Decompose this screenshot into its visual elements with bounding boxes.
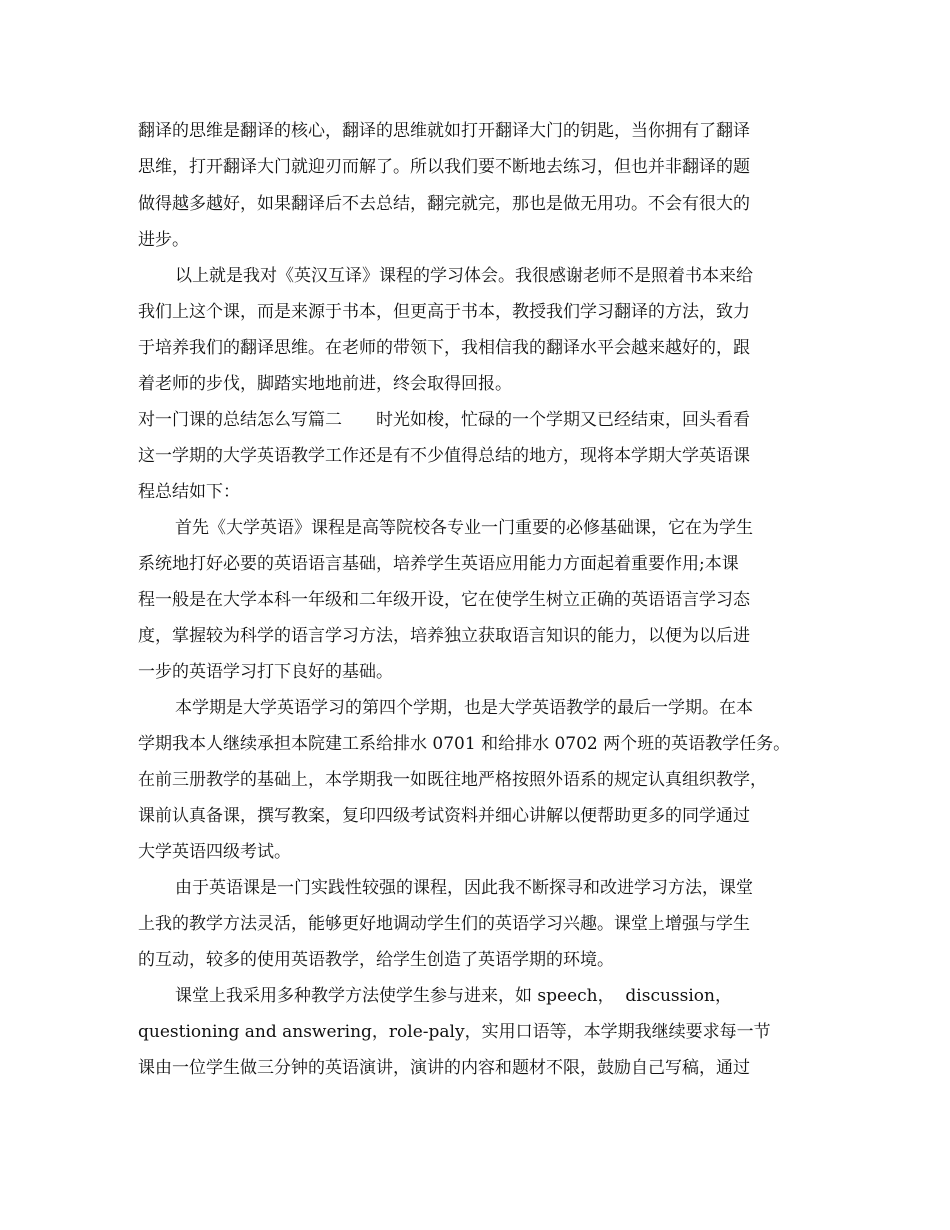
paragraph-first-line: 以上就是我对《英汉互译》课程的学习体会。我很感谢老师不是照着书本来给 <box>175 266 753 286</box>
text-line: 课由一位学生做三分钟的英语演讲，演讲的内容和题材不限，鼓励自己写稿，通过 <box>138 1058 750 1078</box>
text-line: 上我的教学方法灵活，能够更好地调动学生们的英语学习兴趣。课堂上增强与学生 <box>138 914 750 934</box>
text-line: 这一学期的大学英语教学工作还是有不少值得总结的地方，现将本学期大学英语课 <box>138 446 750 466</box>
text-line: 进步。 <box>138 230 189 250</box>
text-line: 我们上这个课，而是来源于书本，但更高于书本，教授我们学习翻译的方法，致力 <box>138 302 750 322</box>
text-line: 程总结如下： <box>138 482 240 502</box>
text-line: 课前认真备课，撰写教案，复印四级考试资料并细心讲解以便帮助更多的同学通过 <box>138 806 750 826</box>
paragraph-first-line: 由于英语课是一门实践性较强的课程，因此我不断探寻和改进学习方法，课堂 <box>175 878 753 898</box>
text-line: 做得越多越好，如果翻译后不去总结，翻完就完，那也是做无用功。不会有很大的 <box>138 194 750 214</box>
paragraph-first-line: 本学期是大学英语学习的第四个学期，也是大学英语教学的最后一学期。在本 <box>175 698 753 718</box>
text-line: 系统地打好必要的英语语言基础，培养学生英语应用能力方面起着重要作用;本课 <box>138 554 739 574</box>
paragraph-first-line: 首先《大学英语》课程是高等院校各专业一门重要的必修基础课，它在为学生 <box>175 518 753 538</box>
text-line: 学期我本人继续承担本院建工系给排水 0701 和给排水 0702 两个班的英语教学任务。 <box>138 734 791 754</box>
text-line: 程一般是在大学本科一年级和二年级开设，它在使学生树立正确的英语语言学习态 <box>138 590 750 610</box>
text-line: 翻译的思维是翻译的核心，翻译的思维就如打开翻译大门的钥匙，当你拥有了翻译 <box>138 121 750 141</box>
text-line: 在前三册教学的基础上，本学期我一如既往地严格按照外语系的规定认真组织教学， <box>138 770 767 790</box>
text-line: 一步的英语学习打下良好的基础。 <box>138 662 393 682</box>
text-line: 思维，打开翻译大门就迎刃而解了。所以我们要不断地去练习，但也并非翻译的题 <box>138 157 750 177</box>
paragraph-first-line: 课堂上我采用多种教学方法使学生参与进来，如 speech， discussion， <box>175 986 732 1006</box>
text-line: 于培养我们的翻译思维。在老师的带领下，我相信我的翻译水平会越来越好的，跟 <box>138 338 750 358</box>
text-line: 的互动，较多的使用英语教学，给学生创造了英语学期的环境。 <box>138 950 614 970</box>
text-line: 着老师的步伐，脚踏实地地前进，终会取得回报。 <box>138 374 512 394</box>
text-line: 度，掌握较为科学的语言学习方法，培养独立获取语言知识的能力，以便为以后进 <box>138 626 750 646</box>
text-line: 大学英语四级考试。 <box>138 842 291 862</box>
text-line: questioning and answering，role-paly，实用口语等，本学期我继续要求每一节 <box>138 1022 771 1042</box>
section-heading-line: 对一门课的总结怎么写篇二 时光如梭，忙碌的一个学期又已经结束，回头看看 <box>138 410 750 430</box>
